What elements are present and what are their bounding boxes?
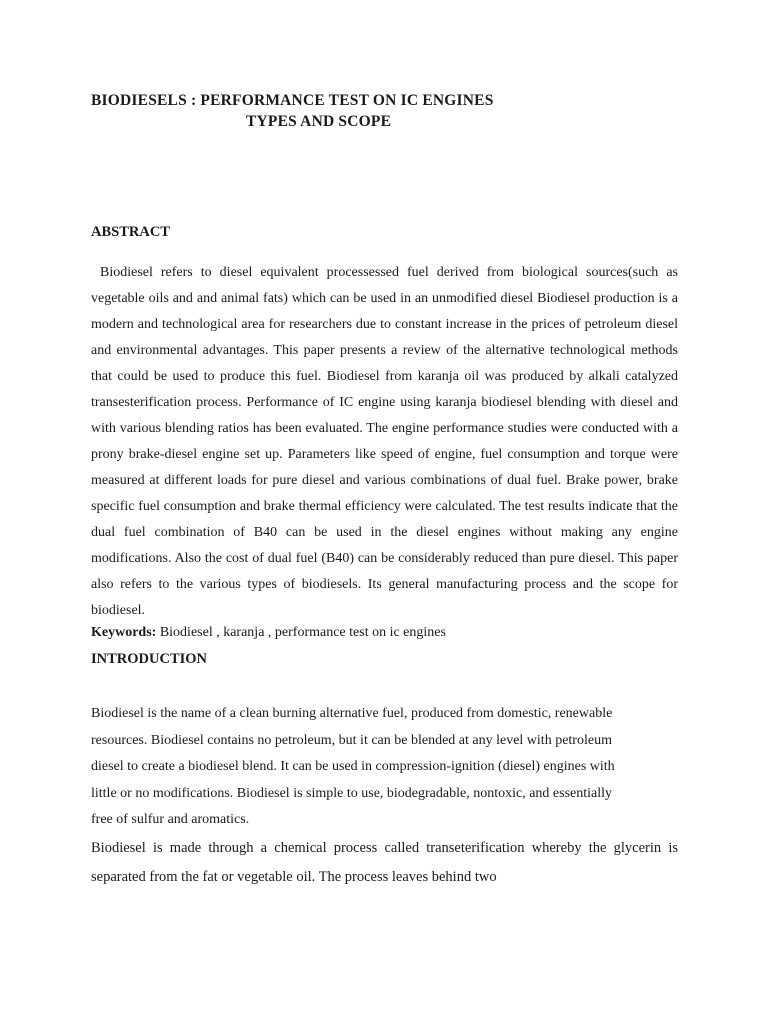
keywords-value: Biodiesel , karanja , performance test on ic engines xyxy=(156,625,446,640)
introduction-paragraph-1: Biodiesel is the name of a clean burning alternative fuel, produced from domestic, renewable resources. Biodiesel contains no petroleum, but it can be blended at any level with petroleum diesel to create a biodiesel blend. It can be used in compression-ignition (diesel) engines with little or no modifications. Biodiesel is simple to use, biodegradable, nontoxic, and essentially free of sulfur and aromatics. xyxy=(91,706,615,828)
document-title-line-2: TYPES AND SCOPE xyxy=(246,113,392,130)
introduction-paragraph-2: Biodiesel is made through a chemical process called transeterification whereby the glycerin is separated from the fat or vegetable oil. The process leaves behind two xyxy=(91,840,678,885)
introduction-heading: INTRODUCTION xyxy=(91,651,208,667)
keywords-label: Keywords: xyxy=(91,625,157,640)
abstract-heading: ABSTRACT xyxy=(91,224,170,240)
abstract-paragraph: Biodiesel refers to diesel equivalent processessed fuel derived from biological sources(such as vegetable oils and and animal fats) which can be used in an unmodified diesel Biodiesel production is a modern and technological area for researchers due to constant increase in the prices of petroleum diesel and environmental advantages. This paper presents a review of the alternative technological methods that could be used to produce this fuel. Biodiesel from karanja oil was produced by alkali catalyzed transesterification process. Performance of IC engine using karanja biodiesel blending with diesel and with various blending ratios has been evaluated. The engine performance studies were conducted with a prony brake-diesel engine set up. Parameters like speed of engine, fuel consumption and torque were measured at different loads for pure diesel and various combinations of dual fuel. Brake power, brake specific fuel consumption and brake thermal efficiency were calculated. The test results indicate that the dual fuel combination of B40 can be used in the diesel engines without making any engine modifications. Also the cost of dual fuel (B40) can be considerably reduced than pure diesel. This paper also refers to the various types of biodiesels. Its general manufacturing process and the scope for biodiesel. xyxy=(91,265,678,618)
keywords-line xyxy=(91,623,678,643)
document-title-line-1: BIODIESELS : PERFORMANCE TEST ON IC ENGINES xyxy=(91,92,494,109)
